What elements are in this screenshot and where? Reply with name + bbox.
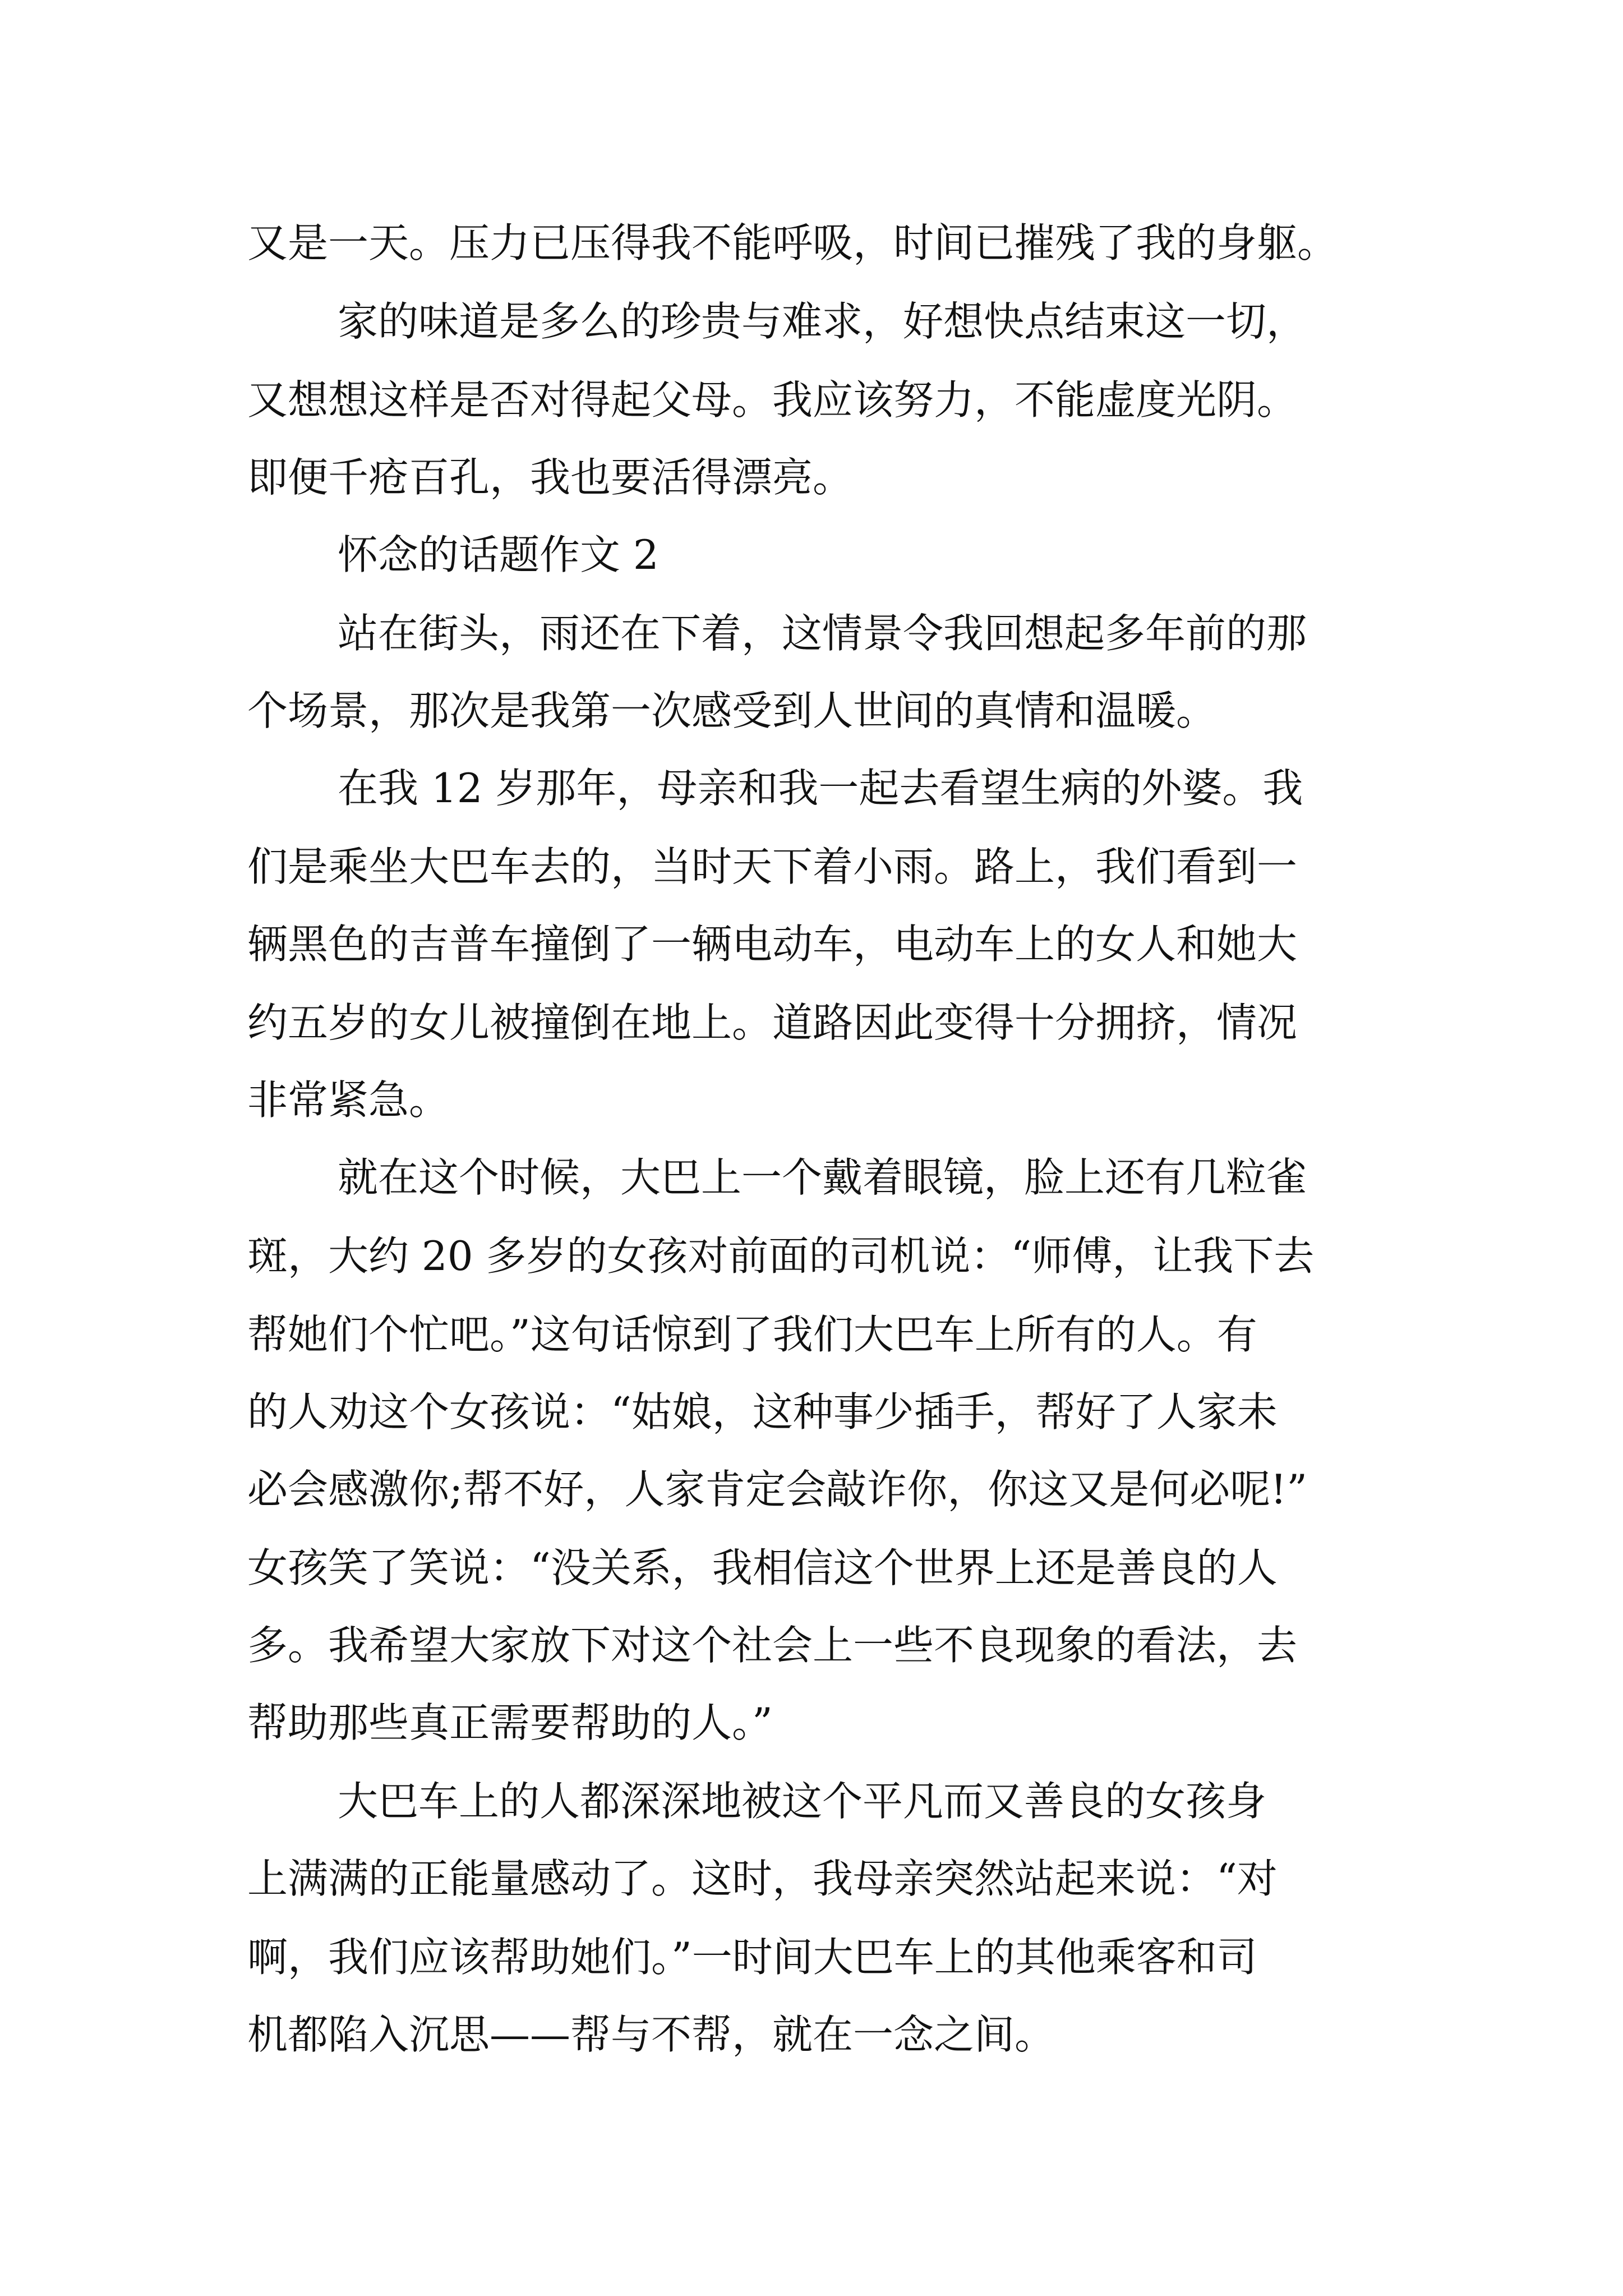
text-line: 即便千疮百孔，我也要活得漂亮。 (247, 454, 854, 501)
text-line: 大巴车上的人都深深地被这个平凡而又善良的女孩身 (338, 1778, 1267, 1825)
text-line: 们是乘坐大巴车去的，当时天下着小雨。路上，我们看到一 (247, 843, 1298, 890)
text-line: 在我 12 岁那年，母亲和我一起去看望生病的外婆。我 (338, 765, 1303, 812)
text-line: 帮助那些真正需要帮助的人。” (247, 1699, 773, 1746)
text-line: 机都陷入沉思——帮与不帮，就在一念之间。 (247, 2011, 1055, 2058)
text-line: 家的味道是多么的珍贵与难求，好想快点结束这一切， (338, 298, 1307, 345)
text-line: 个场景，那次是我第一次感受到人世间的真情和温暖。 (247, 687, 1217, 734)
text-line: 多。我希望大家放下对这个社会上一些不良现象的看法，去 (247, 1622, 1298, 1669)
text-line: 辆黑色的吉普车撞倒了一辆电动车，电动车上的女人和她大 (247, 921, 1298, 968)
text-line: 又想想这样是否对得起父母。我应该努力，不能虚度光阴。 (247, 376, 1298, 424)
text-line: 约五岁的女儿被撞倒在地上。道路因此变得十分拥挤，情况 (247, 999, 1298, 1046)
text-line: 非常紧急。 (247, 1076, 450, 1124)
text-line: 必会感激你;帮不好，人家肯定会敲诈你，你这又是何必呢!” (247, 1466, 1308, 1513)
text-line: 站在街头，雨还在下着，这情景令我回想起多年前的那 (338, 610, 1307, 657)
text-line: 啊，我们应该帮助她们。”一时间大巴车上的其他乘客和司 (247, 1934, 1257, 1981)
text-line: 女孩笑了笑说：“没关系，我相信这个世界上还是善良的人 (247, 1544, 1278, 1591)
text-line: 的人劝这个女孩说：“姑娘，这种事少插手，帮好了人家未 (247, 1388, 1278, 1435)
text-line: 就在这个时候，大巴上一个戴着眼镜，脸上还有几粒雀 (338, 1154, 1307, 1201)
text-line: 帮她们个忙吧。”这句话惊到了我们大巴车上所有的人。有 (247, 1311, 1257, 1358)
text-line: 上满满的正能量感动了。这时，我母亲突然站起来说：“对 (247, 1855, 1278, 1902)
text-line: 斑，大约 20 多岁的女孩对前面的司机说：“师傅，让我下去 (247, 1232, 1315, 1280)
section-heading: 怀念的话题作文 2 (338, 531, 659, 578)
text-line: 又是一天。压力已压得我不能呼吸，时间已摧残了我的身躯。 (247, 219, 1338, 266)
